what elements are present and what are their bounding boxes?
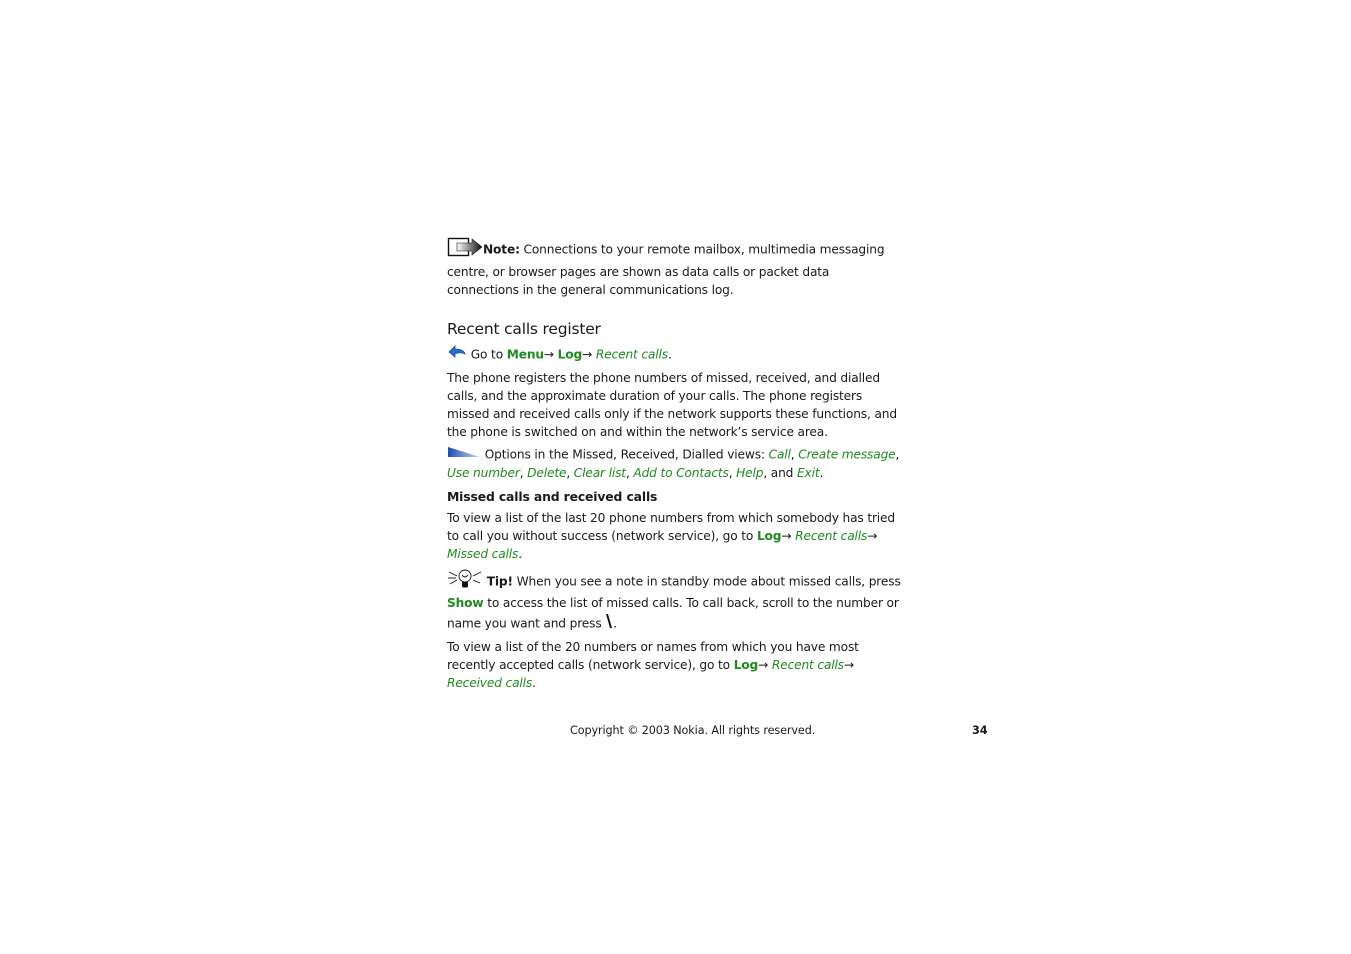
note-arrow-icon — [447, 236, 483, 264]
received-calls-paragraph: To view a list of the 20 numbers or names from which you have most recently accepted calls (network service), go to Log→ Recent calls→ Received calls. — [447, 639, 859, 690]
goto-prefix: Go to — [470, 347, 507, 362]
goto-path — [447, 344, 903, 366]
recent-calls-link[interactable]: Recent calls — [595, 347, 668, 362]
option-clear-list[interactable]: Clear list — [573, 465, 626, 480]
menu-link[interactable]: Menu — [506, 347, 544, 362]
goto-arrow-icon — [447, 344, 467, 366]
recent-calls-link[interactable]: Recent calls — [795, 528, 868, 543]
page-content — [447, 234, 903, 692]
option-use-number[interactable]: Use number — [447, 465, 520, 480]
log-link[interactable]: Log — [756, 528, 782, 543]
option-create-message[interactable]: Create message — [798, 447, 896, 462]
arrow: → — [543, 347, 554, 362]
note-text: Connections to your remote mailbox, multimedia messaging centre, or browser pages are shown as data calls or packet data connections in the general communications log. — [447, 242, 885, 297]
tip-label: Tip! — [486, 573, 513, 588]
received-calls-link[interactable]: Received calls — [447, 675, 533, 690]
section-title: Recent calls register — [447, 320, 601, 339]
tip-bulb-icon — [447, 568, 483, 596]
arrow: → — [582, 347, 593, 362]
show-key[interactable]: Show — [447, 596, 484, 611]
option-add-to-contacts[interactable]: Add to Contacts — [633, 465, 729, 480]
option-delete[interactable]: Delete — [527, 465, 567, 480]
log-link[interactable]: Log — [733, 657, 759, 672]
option-call[interactable]: Call — [768, 447, 791, 462]
options-prefix: Options in the Missed, Received, Dialled views: — [484, 447, 769, 462]
options-paragraph: Options in the Missed, Received, Dialled views: Call, Create message, Use number, Delete, Clear list, Add to Contacts, Help, and Exit. — [447, 447, 900, 480]
page-number: 34 — [972, 724, 988, 737]
note-label: Note: — [483, 242, 520, 257]
option-exit[interactable]: Exit — [797, 465, 820, 480]
tip-paragraph: Tip! When you see a note in standby mode about missed calls, press Show to access the list of missed calls. To call back, scroll to the number or name you want and press . — [447, 568, 903, 635]
description-paragraph: The phone registers the phone numbers of missed, received, and dialled calls, and the approximate duration of your calls. The phone registers missed and received calls only if the network supports these functions, and the phone is switched on and within the network’s service area. — [447, 371, 897, 439]
recent-calls-link[interactable]: Recent calls — [771, 657, 844, 672]
period: . — [667, 347, 672, 362]
missed-calls-link[interactable]: Missed calls — [447, 546, 519, 561]
options-wedge-icon — [447, 446, 481, 464]
subsection-title: Missed calls and received calls — [447, 489, 658, 505]
option-help[interactable]: Help — [736, 465, 764, 480]
missed-calls-paragraph: To view a list of the last 20 phone numbers from which somebody has tried to call you without success (network service), go to Log→ Recent calls→ Missed calls. — [447, 511, 895, 561]
log-link[interactable]: Log — [557, 347, 583, 362]
note-paragraph — [447, 236, 903, 299]
copyright-footer: Copyright © 2003 Nokia. All rights reserved. — [570, 724, 816, 737]
